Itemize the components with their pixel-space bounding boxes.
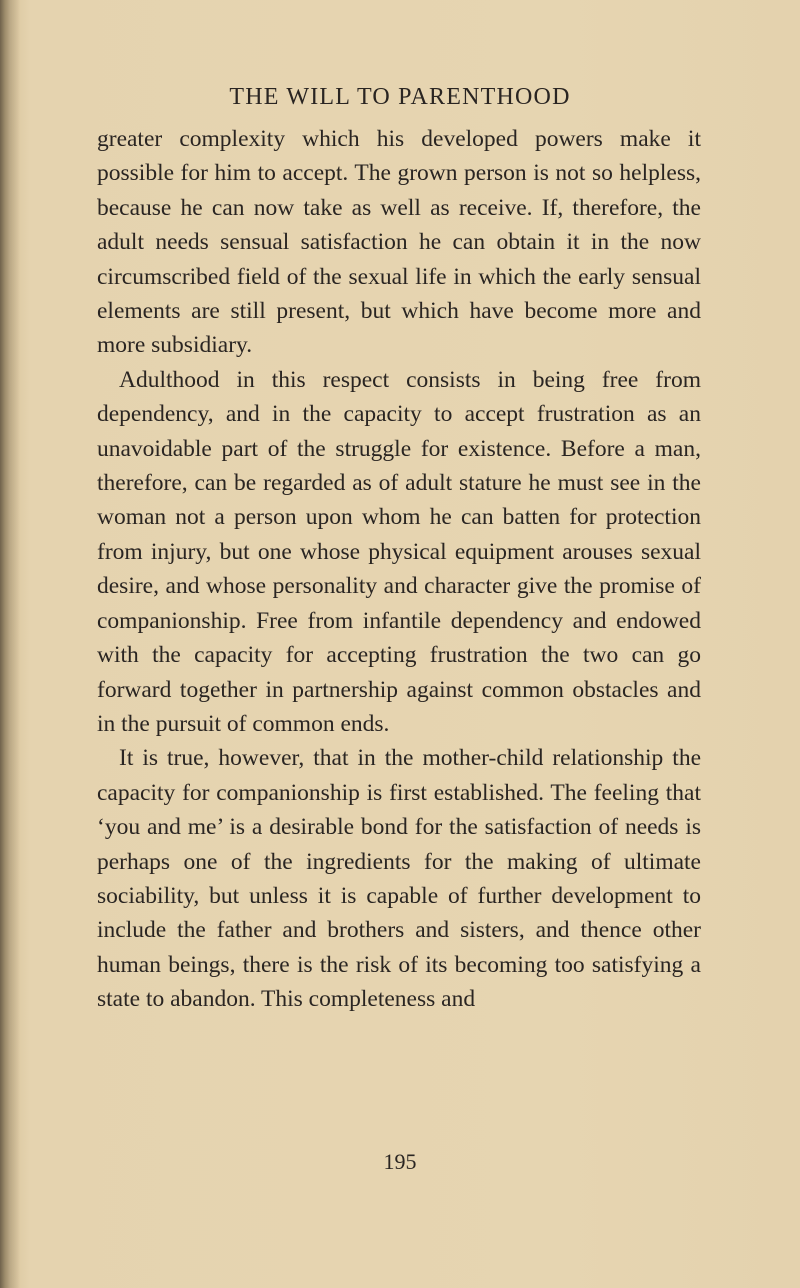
- paragraph-3: It is true, however, that in the mother-child relationship the capacity for companionship is first established. The feeling that ‘you and me’ is a desirable bond for the satisfaction of needs is perhaps one of the ingredients for the making of ultimate sociability, but unless it is capable of further development to include the father and brothers and sisters, and thence other human beings, there is the risk of its becoming too satisfying a state to abandon. This completeness and: [97, 745, 701, 1013]
- paragraph-1: greater complexity which his developed powers make it possible for him to accept. The grown person is not so helpless, because he can now take as well as receive. If, therefore, the adult needs sensual satisfaction he can obtain it in the now circumscribed field of the sexual life in which the early sensual elements are still present, but which have become more and more subsidiary.: [97, 126, 701, 359]
- paragraph-2: Adulthood in this respect consists in being free from dependency, and in the capacity to accept frustration as an unavoidable part of the struggle for existence. Before a man, therefore, can be regarded as of adult stature he must see in the woman not a person upon whom he can batten for protection from injury, but one whose physical equipment arouses sexual desire, and whose personality and character give the promise of companionship. Free from infantile dependency and endowed with the capacity for accepting frustration the two can go forward together in partnership against common obstacles and in the pursuit of common ends.: [97, 366, 701, 737]
- page-number: 195: [383, 1149, 417, 1174]
- running-head: THE WILL TO PARENTHOOD: [229, 84, 571, 110]
- binding-edge: [0, 0, 20, 1288]
- body-text: [97, 122, 701, 1017]
